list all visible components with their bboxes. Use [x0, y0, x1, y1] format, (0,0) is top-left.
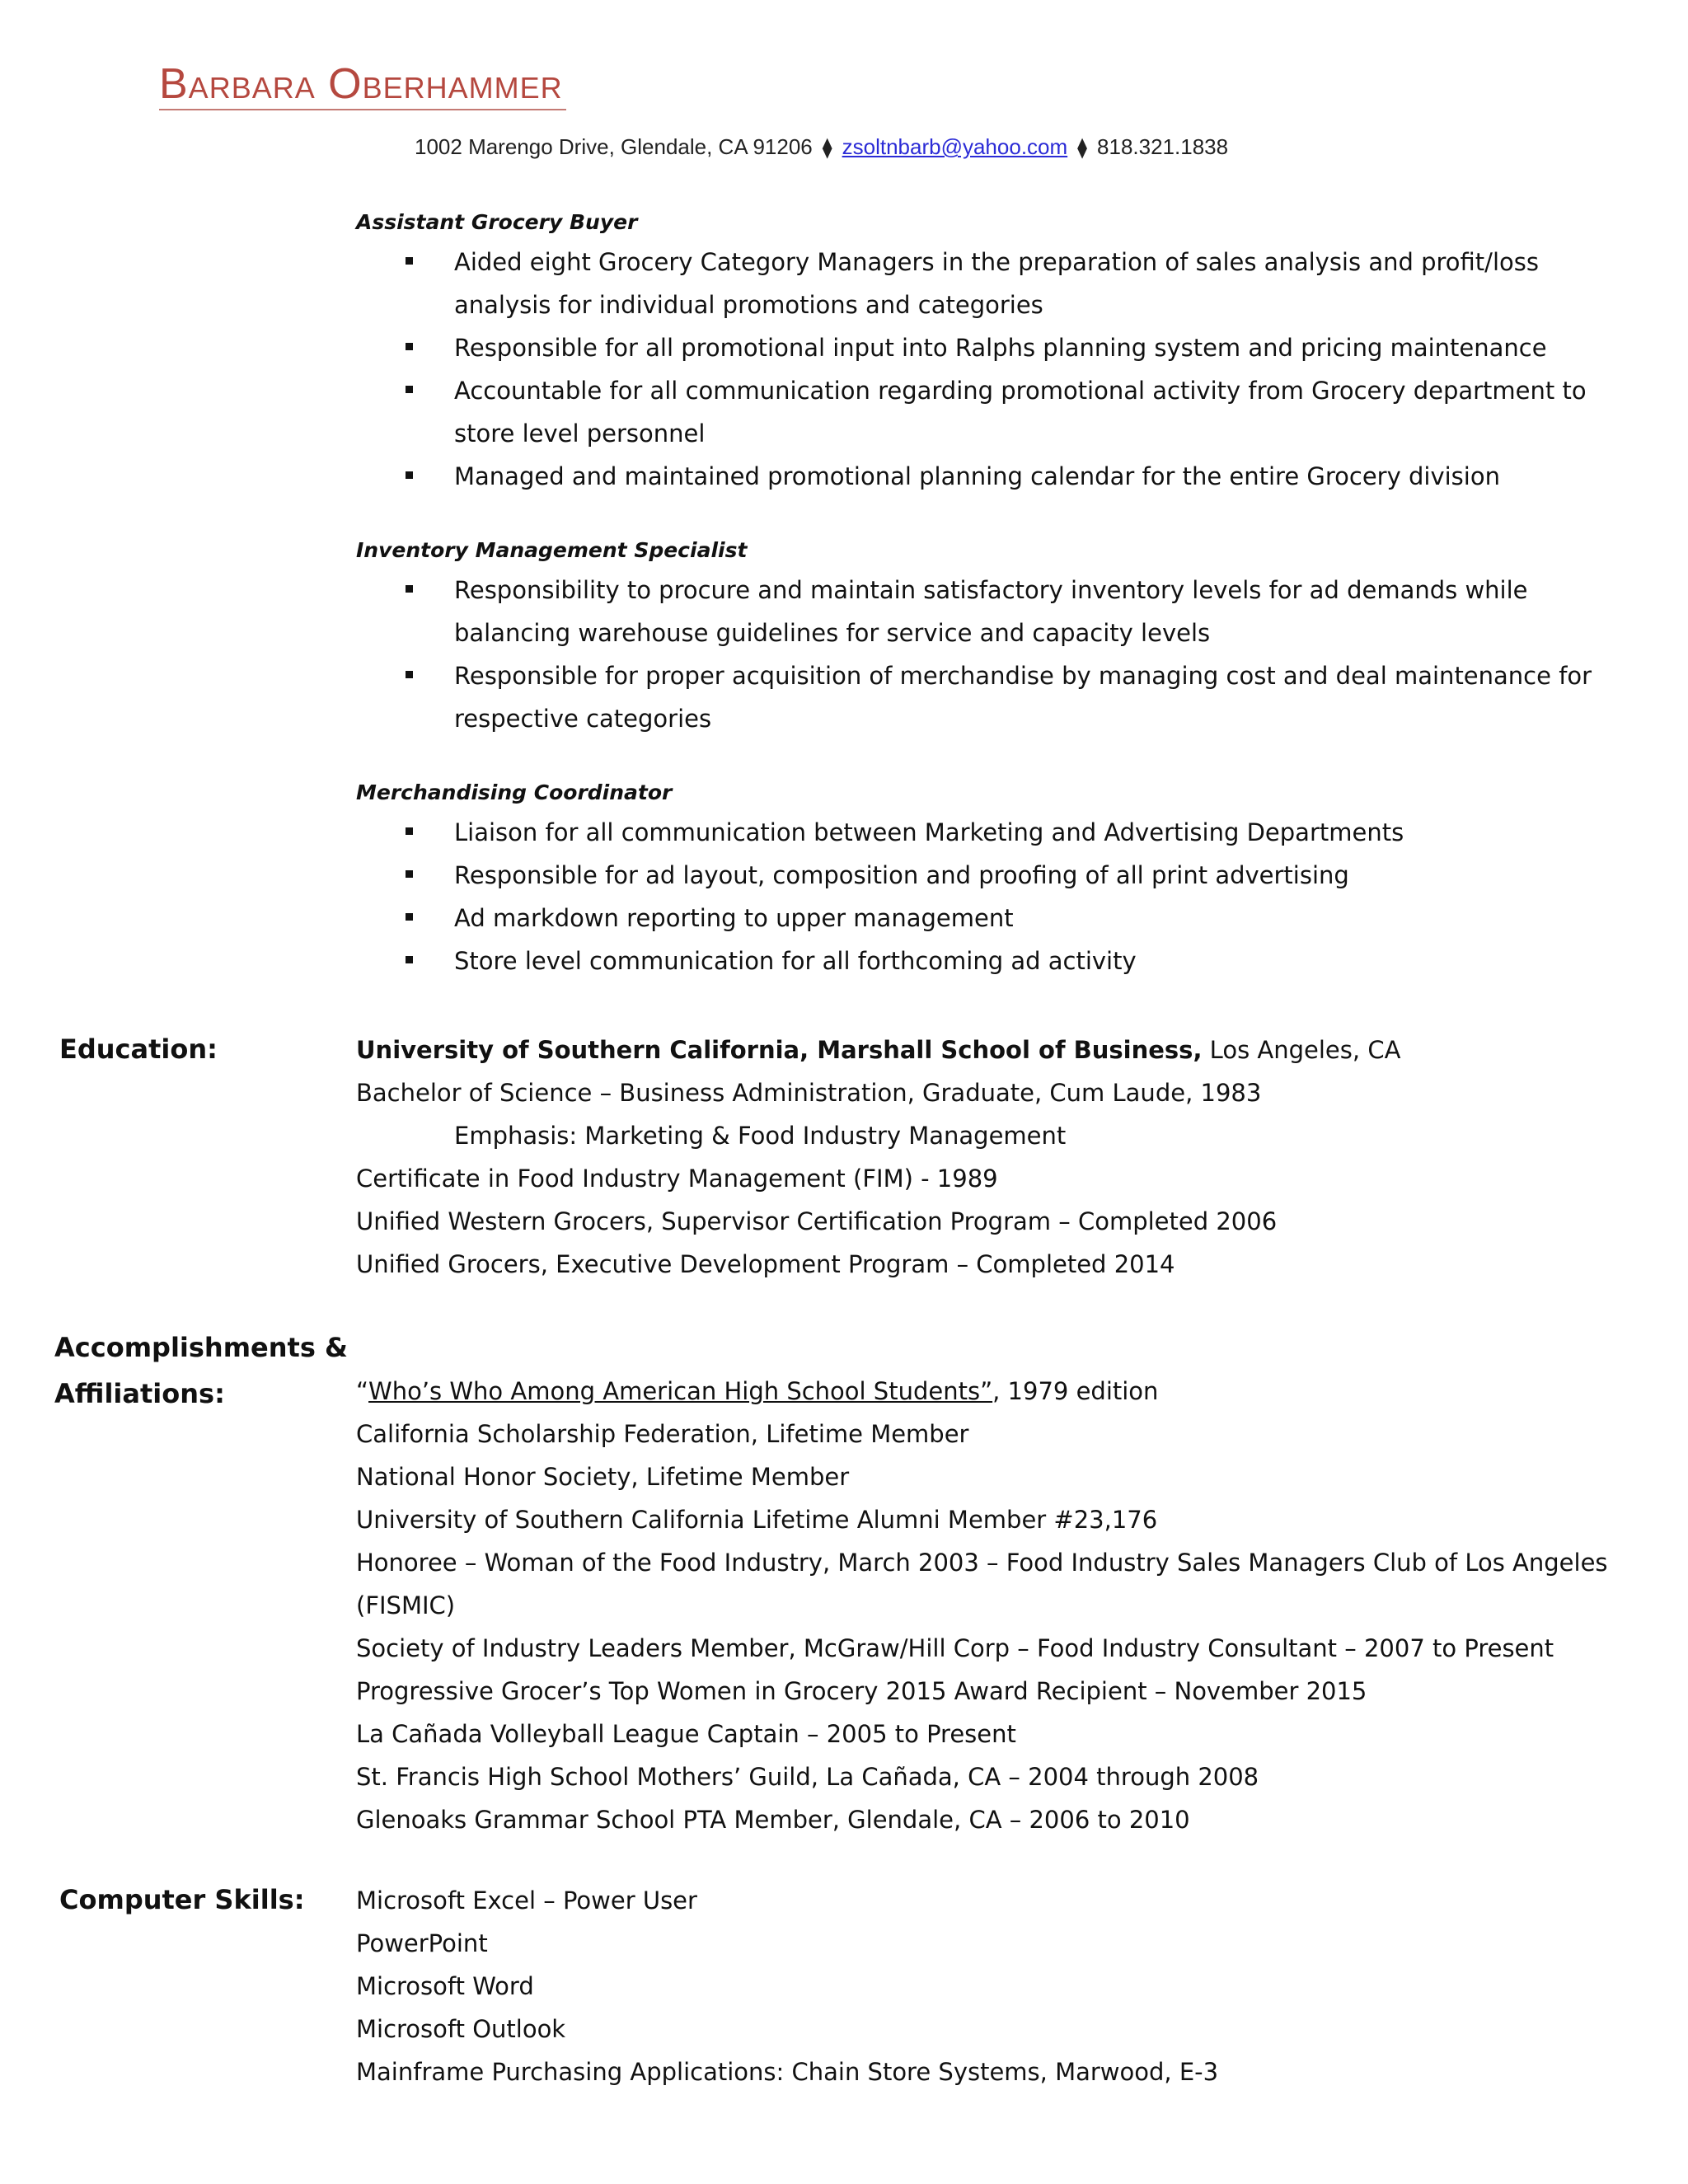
- square-bullet-icon: [406, 956, 413, 963]
- square-bullet-icon: [406, 827, 413, 835]
- list-item: [356, 1370, 1642, 1413]
- job-bullets: [356, 811, 1642, 982]
- list-item: Unified Western Grocers, Supervisor Certification Program – Completed 2006: [356, 1207, 1278, 1235]
- job-bullets: [356, 569, 1642, 740]
- bullet-text: Responsible for all promotional input into Ralphs planning system and pricing maintenance: [454, 334, 1547, 362]
- accomplishments-body: [356, 1370, 1642, 1841]
- diamond-separator-icon: ⧫: [822, 137, 832, 159]
- email-link[interactable]: zsoltnbarb@yahoo.com: [842, 134, 1068, 159]
- section-label-computer-skills: Computer Skills:: [59, 1884, 305, 1915]
- job-bullets: [356, 241, 1642, 498]
- bullet-text: Responsible for proper acquisition of merchandise by managing cost and deal maintenance for respective categories: [454, 662, 1592, 733]
- list-item: [356, 811, 1642, 854]
- emphasis-line: Emphasis: Marketing & Food Industry Management: [454, 1122, 1067, 1150]
- candidate-name: Barbara Oberhammer: [159, 59, 566, 110]
- list-item: [356, 455, 1642, 498]
- list-item: St. Francis High School Mothers’ Guild, La Cañada, CA – 2004 through 2008: [356, 1763, 1259, 1791]
- whos-who-edition: , 1979 edition: [992, 1377, 1159, 1405]
- section-label-accomplishments: Accomplishments &: [54, 1332, 348, 1363]
- open-quote: “: [356, 1377, 369, 1405]
- list-item: Society of Industry Leaders Member, McGraw/Hill Corp – Food Industry Consultant – 2007 to Present: [356, 1634, 1554, 1662]
- job-title: Assistant Grocery Buyer: [356, 210, 638, 234]
- experience-section: [356, 204, 1642, 1017]
- list-item: University of Southern California Lifetime Alumni Member #23,176: [356, 1506, 1158, 1534]
- address: 1002 Marengo Drive, Glendale, CA 91206: [415, 134, 813, 159]
- education-body: [356, 1029, 1642, 1286]
- list-item: Honoree – Woman of the Food Industry, March 2003 – Food Industry Sales Managers Club of Los Angeles (FISMIC): [356, 1549, 1608, 1619]
- list-item: [356, 569, 1642, 654]
- section-label-education: Education:: [59, 1033, 218, 1065]
- list-item: California Scholarship Federation, Lifetime Member: [356, 1420, 969, 1448]
- bullet-text: Liaison for all communication between Marketing and Advertising Departments: [454, 818, 1404, 846]
- list-item: Microsoft Outlook: [356, 2015, 566, 2043]
- square-bullet-icon: [406, 585, 413, 593]
- phone-number: 818.321.1838: [1097, 134, 1229, 159]
- list-item: [356, 654, 1642, 740]
- list-item: Unified Grocers, Executive Development Program – Completed 2014: [356, 1250, 1175, 1278]
- bullet-text: Ad markdown reporting to upper management: [454, 904, 1014, 932]
- school-line: [356, 1029, 1642, 1071]
- list-item: [356, 241, 1642, 326]
- list-item: Microsoft Word: [356, 1972, 534, 2000]
- list-item: Certificate in Food Industry Management (FIM) - 1989: [356, 1165, 998, 1193]
- square-bullet-icon: [406, 870, 413, 878]
- list-item: Microsoft Excel – Power User: [356, 1886, 697, 1915]
- bullet-text: Aided eight Grocery Category Managers in the preparation of sales analysis and profit/loss analysis for individual promotions and categories: [454, 248, 1539, 319]
- list-item: Mainframe Purchasing Applications: Chain Store Systems, Marwood, E-3: [356, 2058, 1219, 2086]
- list-item: La Cañada Volleyball League Captain – 2005 to Present: [356, 1720, 1016, 1748]
- list-item: [356, 326, 1642, 369]
- bullet-text: Accountable for all communication regarding promotional activity from Grocery department to store level personnel: [454, 377, 1587, 448]
- bullet-text: Responsible for ad layout, composition and proofing of all print advertising: [454, 861, 1349, 889]
- square-bullet-icon: [406, 257, 413, 265]
- list-item: National Honor Society, Lifetime Member: [356, 1463, 850, 1491]
- section-label-affiliations: Affiliations:: [54, 1378, 225, 1409]
- list-item: [356, 854, 1642, 897]
- school-location: Los Angeles, CA: [1202, 1036, 1401, 1064]
- list-item: Glenoaks Grammar School PTA Member, Glendale, CA – 2006 to 2010: [356, 1806, 1190, 1834]
- job-inventory-management-specialist: [356, 532, 1642, 740]
- computer-skills-body: [356, 1879, 1642, 2093]
- list-item: PowerPoint: [356, 1929, 488, 1957]
- job-title: Merchandising Coordinator: [356, 780, 673, 804]
- bullet-text: Responsibility to procure and maintain satisfactory inventory levels for ad demands while balancing warehouse guidelines for service and capacity levels: [454, 576, 1528, 647]
- whos-who-title: Who’s Who Among American High School Students”: [368, 1377, 993, 1405]
- degree-line: Bachelor of Science – Business Administration, Graduate, Cum Laude, 1983: [356, 1079, 1262, 1107]
- job-title: Inventory Management Specialist: [356, 538, 748, 562]
- square-bullet-icon: [406, 471, 413, 479]
- list-item: Progressive Grocer’s Top Women in Grocery 2015 Award Recipient – November 2015: [356, 1677, 1367, 1705]
- square-bullet-icon: [406, 671, 413, 678]
- job-assistant-grocery-buyer: [356, 204, 1642, 498]
- school-name: University of Southern California, Marshall School of Business,: [356, 1036, 1203, 1064]
- list-item: [356, 940, 1642, 982]
- square-bullet-icon: [406, 386, 413, 393]
- square-bullet-icon: [406, 913, 413, 921]
- contact-line: [415, 130, 1228, 165]
- bullet-text: Store level communication for all forthcoming ad activity: [454, 947, 1137, 975]
- list-item: [356, 369, 1642, 455]
- bullet-text: Managed and maintained promotional planning calendar for the entire Grocery division: [454, 462, 1500, 490]
- job-merchandising-coordinator: [356, 775, 1642, 982]
- square-bullet-icon: [406, 343, 413, 350]
- diamond-separator-icon: ⧫: [1077, 137, 1088, 159]
- list-item: [356, 897, 1642, 940]
